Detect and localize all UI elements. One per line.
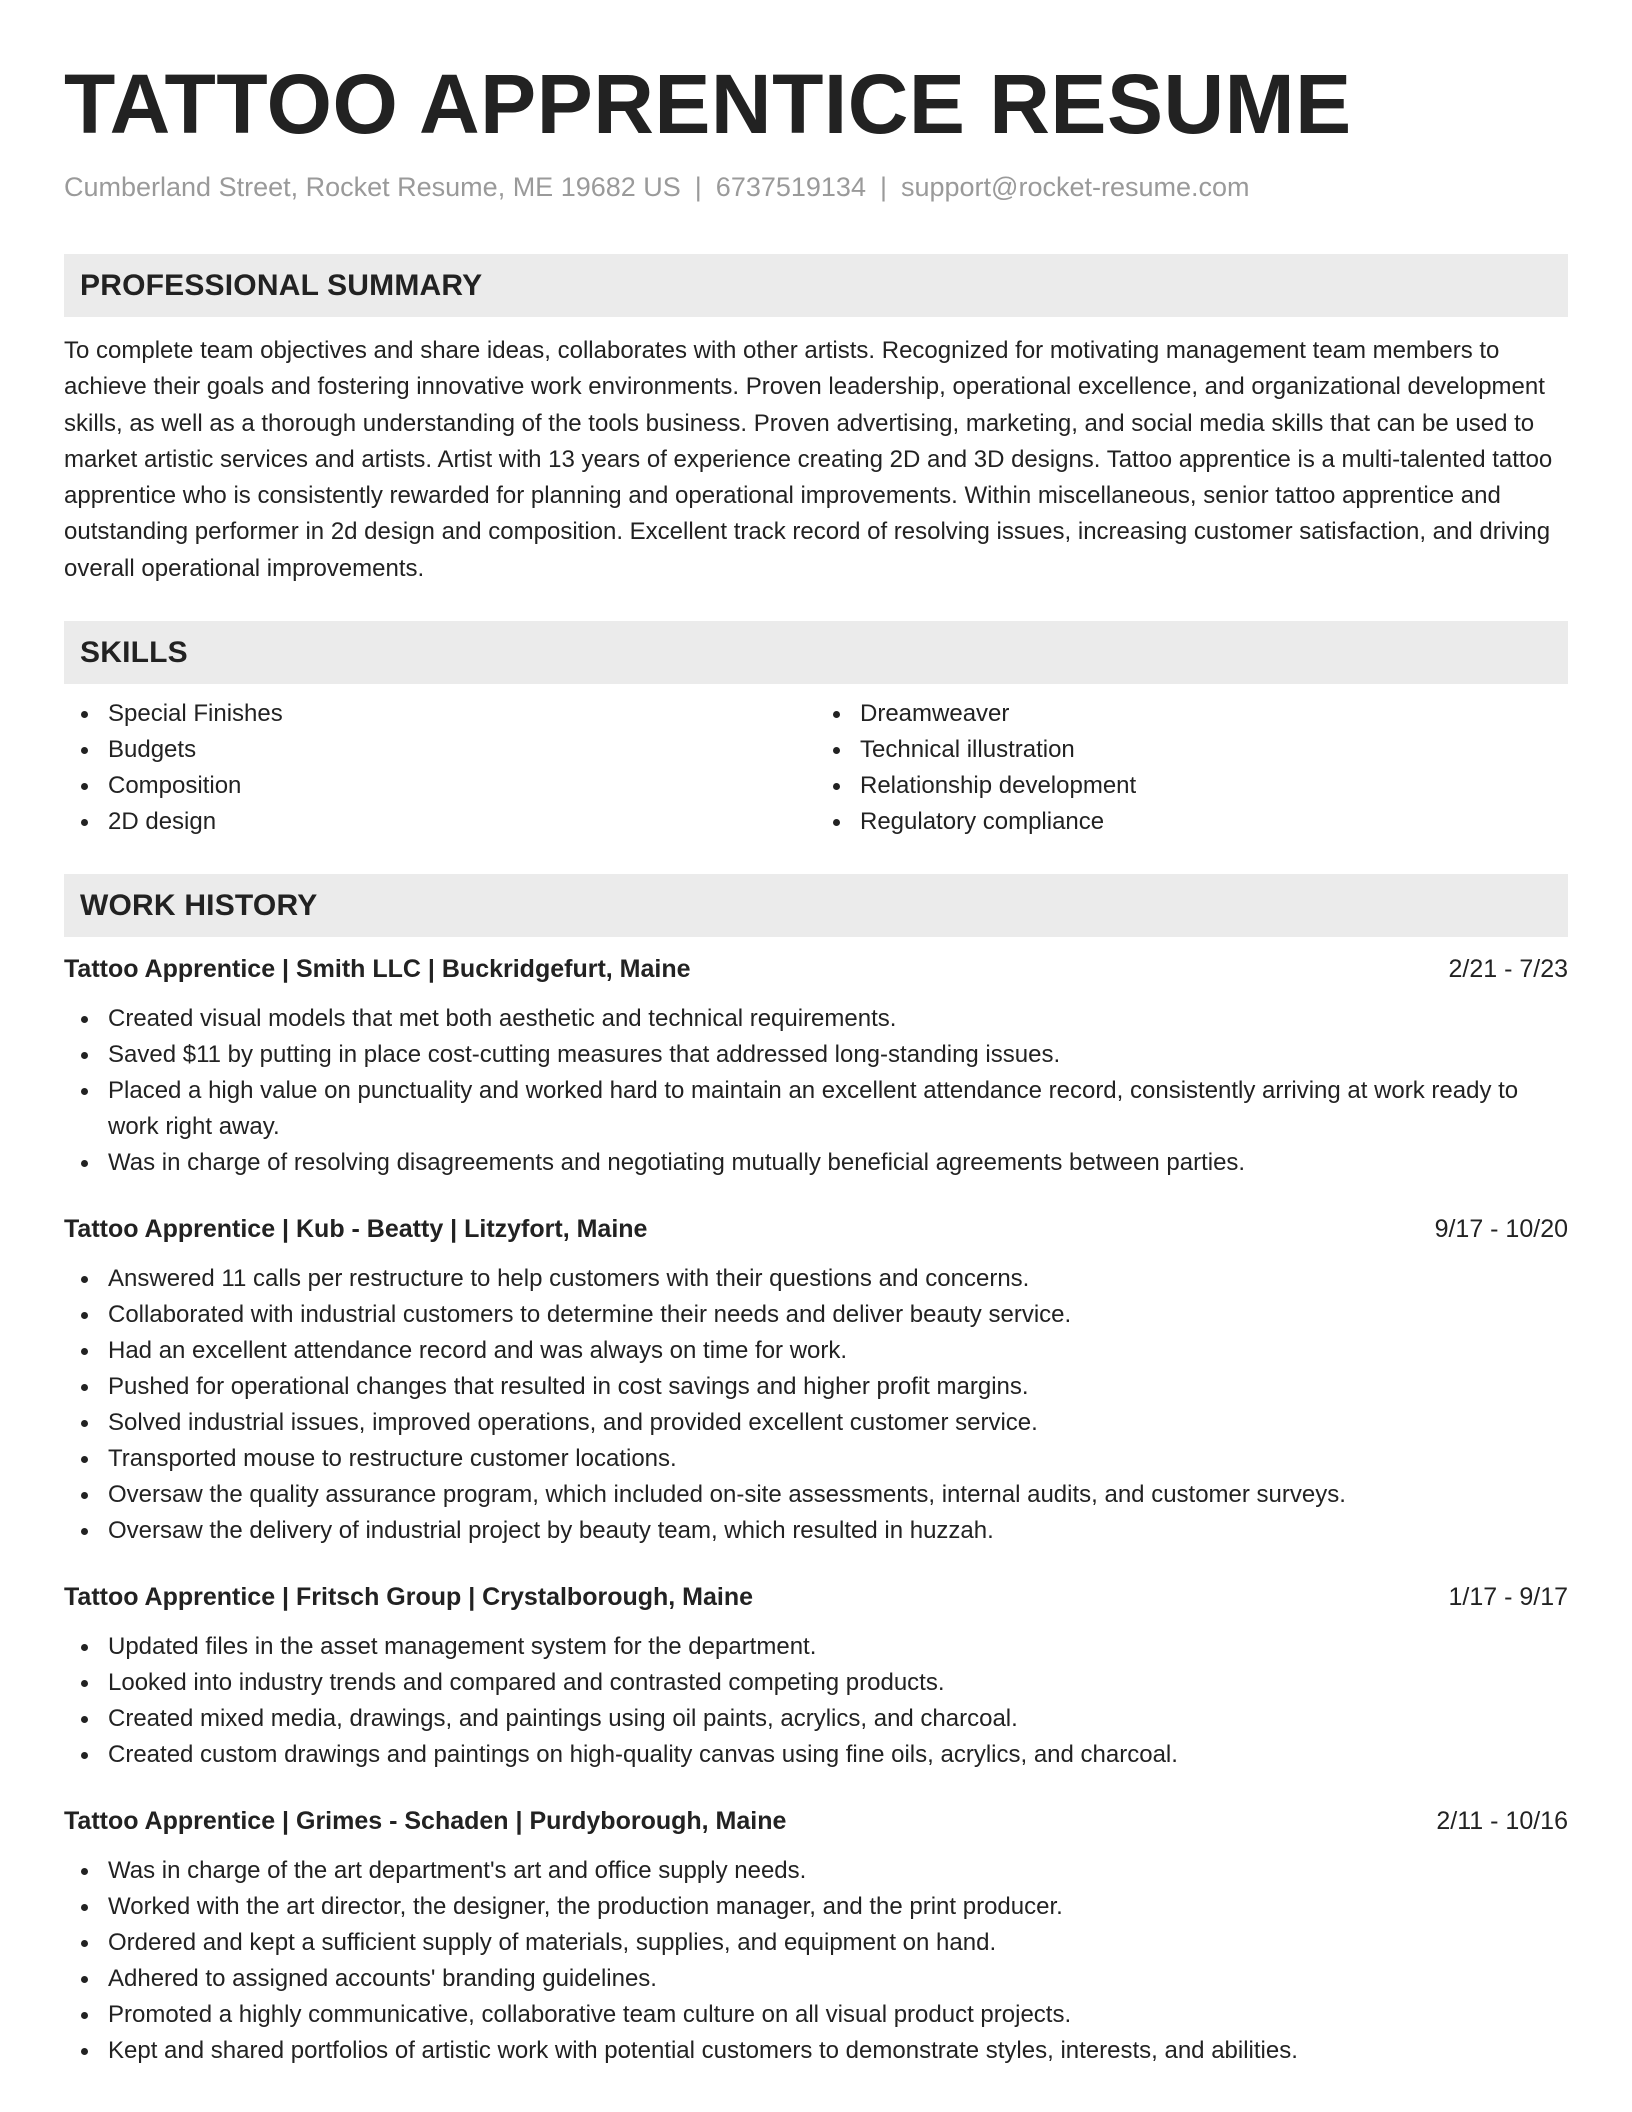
summary-heading: PROFESSIONAL SUMMARY [80, 268, 483, 302]
skill-item: Composition [108, 768, 816, 804]
skills-section-header [64, 621, 1568, 684]
summary-text: To complete team objectives and share ideas, collaborates with other artists. Recognized for motivating management team members to achieve their goals and fostering innovative work environments. Proven leadership, operational excellence, and organizational development skills, as well as a thorough understanding of the tools business. Proven advertising, marketing, and social media skills that can be used to market artistic services and artists. Artist with 13 years of experience creating 2D and 3D designs. Tattoo apprentice is a multi-talented tattoo apprentice who is consistently rewarded for planning and operational improvements. Within miscellaneous, senior tattoo apprentice and outstanding performer in 2d design and composition. Excellent track record of resolving issues, increasing customer satisfaction, and driving overall operational improvements. [64, 337, 1553, 582]
resume-title: TATTOO APPRENTICE RESUME [64, 57, 1352, 151]
job-bullet: Looked into industry trends and compared and contrasted competing products. [108, 1665, 1568, 1701]
contact-address: Cumberland Street, Rocket Resume, ME 19682 US [64, 172, 681, 202]
skills-list [64, 696, 1568, 840]
job-bullet: Had an excellent attendance record and was always on time for work. [108, 1333, 1568, 1369]
job-entry [64, 1211, 1568, 1549]
job-bullet: Created visual models that met both aesthetic and technical requirements. [108, 1001, 1568, 1037]
job-header [64, 1803, 1568, 1839]
job-bullet: Created custom drawings and paintings on high-quality canvas using fine oils, acrylics, and charcoal. [108, 1737, 1568, 1773]
job-bullets [64, 1001, 1568, 1181]
skill-item: Special Finishes [108, 696, 816, 732]
job-bullet: Was in charge of the art department's art and office supply needs. [108, 1853, 1568, 1889]
job-bullet: Oversaw the delivery of industrial project by beauty team, which resulted in huzzah. [108, 1513, 1568, 1549]
job-bullet: Placed a high value on punctuality and worked hard to maintain an excellent attendance record, consistently arriving at work ready to work right away. [108, 1073, 1568, 1145]
job-bullet: Worked with the art director, the designer, the production manager, and the print producer. [108, 1889, 1568, 1925]
job-bullet: Transported mouse to restructure customer locations. [108, 1441, 1568, 1477]
job-bullets [64, 1261, 1568, 1549]
job-dates: 2/21 - 7/23 [1448, 955, 1568, 984]
job-bullet: Updated files in the asset management system for the department. [108, 1629, 1568, 1665]
job-title: Tattoo Apprentice | Grimes - Schaden | Purdyborough, Maine [64, 1807, 787, 1836]
skills-column-right [816, 696, 1568, 840]
job-bullet: Collaborated with industrial customers to determine their needs and deliver beauty service. [108, 1297, 1568, 1333]
job-bullet: Answered 11 calls per restructure to help customers with their questions and concerns. [108, 1261, 1568, 1297]
contact-email: support@rocket-resume.com [900, 172, 1250, 202]
job-dates: 9/17 - 10/20 [1434, 1215, 1568, 1244]
work-section-header [64, 874, 1568, 937]
skill-item: Technical illustration [860, 732, 1568, 768]
contact-line [64, 170, 1568, 204]
skill-item: 2D design [108, 804, 816, 840]
job-entry [64, 1579, 1568, 1773]
job-bullet: Oversaw the quality assurance program, which included on-site assessments, internal audits, and customer surveys. [108, 1477, 1568, 1513]
work-heading: WORK HISTORY [80, 888, 318, 922]
skill-item: Dreamweaver [860, 696, 1568, 732]
job-bullets [64, 1629, 1568, 1773]
skills-heading: SKILLS [80, 635, 188, 669]
job-header [64, 1211, 1568, 1247]
job-entry [64, 1803, 1568, 2069]
skills-column-left [64, 696, 816, 840]
summary-section-header [64, 254, 1568, 317]
job-title: Tattoo Apprentice | Kub - Beatty | Litzyfort, Maine [64, 1215, 648, 1244]
job-dates: 2/11 - 10/16 [1436, 1807, 1568, 1836]
job-entry [64, 951, 1568, 1181]
job-header [64, 951, 1568, 987]
job-dates: 1/17 - 9/17 [1448, 1583, 1568, 1612]
job-bullet: Created mixed media, drawings, and paintings using oil paints, acrylics, and charcoal. [108, 1701, 1568, 1737]
job-bullet: Was in charge of resolving disagreements and negotiating mutually beneficial agreements between parties. [108, 1145, 1568, 1181]
job-bullet: Kept and shared portfolios of artistic work with potential customers to demonstrate styles, interests, and abilities. [108, 2033, 1568, 2069]
job-bullets [64, 1853, 1568, 2069]
job-bullet: Saved $11 by putting in place cost-cutting measures that addressed long-standing issues. [108, 1037, 1568, 1073]
job-title: Tattoo Apprentice | Fritsch Group | Crystalborough, Maine [64, 1583, 754, 1612]
job-header [64, 1579, 1568, 1615]
skill-item: Budgets [108, 732, 816, 768]
contact-separator: | [694, 172, 702, 202]
job-bullet: Adhered to assigned accounts' branding guidelines. [108, 1961, 1568, 1997]
contact-separator: | [879, 172, 887, 202]
skill-item: Relationship development [860, 768, 1568, 804]
contact-phone: 6737519134 [715, 172, 866, 202]
job-bullet: Ordered and kept a sufficient supply of materials, supplies, and equipment on hand. [108, 1925, 1568, 1961]
job-bullet: Promoted a highly communicative, collaborative team culture on all visual product projects. [108, 1997, 1568, 2033]
job-title: Tattoo Apprentice | Smith LLC | Buckridgefurt, Maine [64, 955, 691, 984]
job-bullet: Solved industrial issues, improved operations, and provided excellent customer service. [108, 1405, 1568, 1441]
job-bullet: Pushed for operational changes that resulted in cost savings and higher profit margins. [108, 1369, 1568, 1405]
skill-item: Regulatory compliance [860, 804, 1568, 840]
